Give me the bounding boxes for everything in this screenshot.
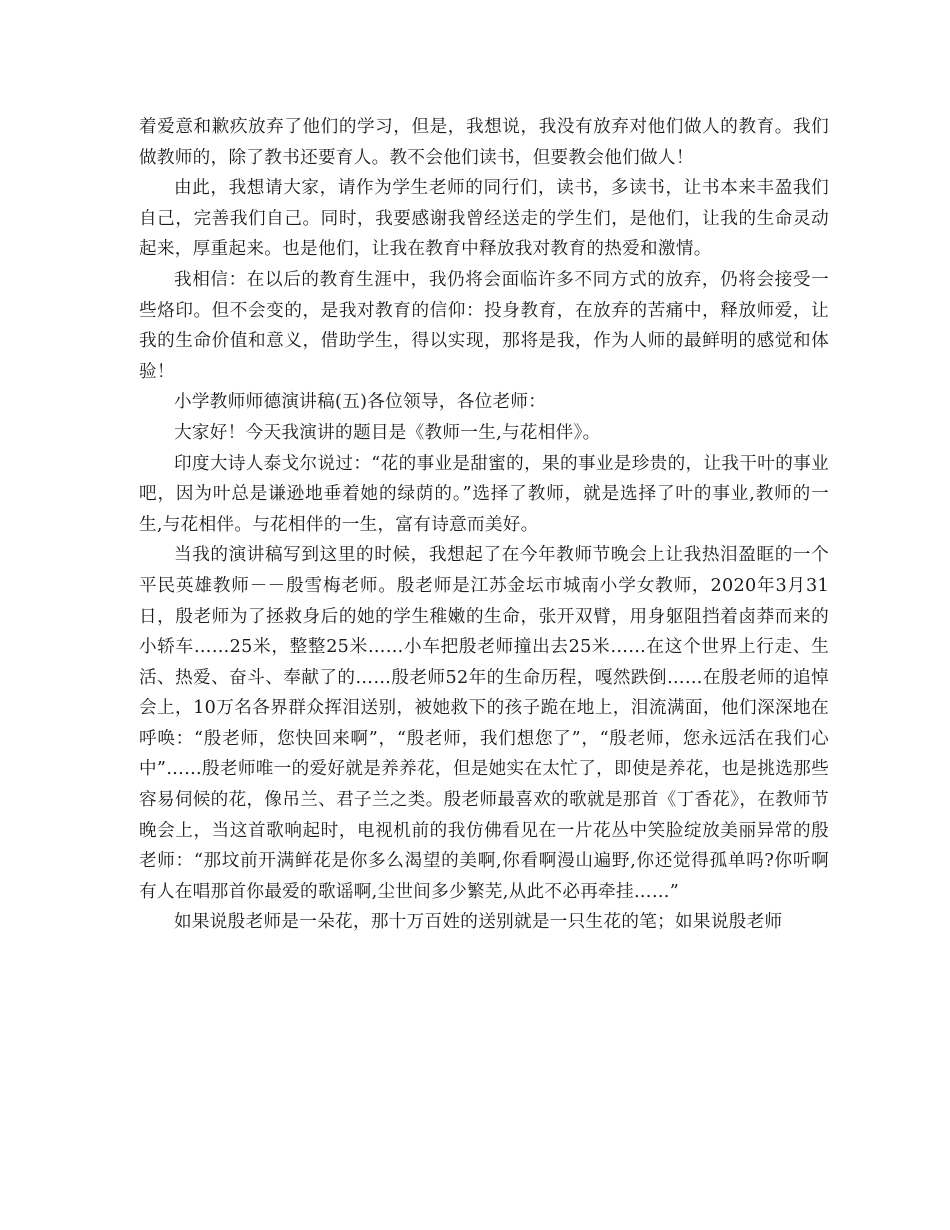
paragraph-continuation: 着爱意和歉疚放弃了他们的学习，但是，我想说，我没有放弃对他们做人的教育。我们做教师的，除了教书还要育人。教不会他们读书，但要教会他们做人！ (139, 117, 829, 168)
paragraph-belief: 我相信：在以后的教育生涯中，我仍将会面临许多不同方式的放弃，仍将会接受一些烙印。但不会变的，是我对教育的信仰：投身教育，在放弃的苦痛中，释放师爱，让我的生命价值和意义，借助学生，得以实现，那将是我，作为人师的最鲜明的感觉和体验！ (139, 269, 829, 382)
speech-heading: 小学教师师德演讲稿(五)各位领导，各位老师： (174, 392, 547, 413)
paragraph-tagore-quote: 印度大诗人泰戈尔说过：“花的事业是甜蜜的，果的事业是珍贵的，让我干叶的事业吧，因为叶总是谦逊地垂着她的绿荫的。”选择了教师，就是选择了叶的事业,教师的一生,与花相伴。与花相伴的一生，富有诗意而美好。 (139, 453, 829, 535)
paragraph-reading-appeal: 由此，我想请大家，请作为学生老师的同行们，读书，多读书，让书本来丰盈我们自己，完善我们自己。同时，我要感谢我曾经送走的学生们，是他们，让我的生命灵动起来，厚重起来。也是他们，让我在教育中释放我对教育的热爱和激情。 (139, 178, 829, 260)
paragraph-yin-xuemei-story: 当我的演讲稿写到这里的时候，我想起了在今年教师节晚会上让我热泪盈眶的一个平民英雄教师－－殷雪梅老师。殷老师是江苏金坛市城南小学女教师，2020年3月31日，殷老师为了拯救身后的她的学生稚嫩的生命，张开双臂，用身躯阻挡着卤莽而来的小轿车……25米，整整25米……小车把殷老师撞出去25米……在这个世界上行走、生活、热爱、奋斗、奉献了的……殷老师52年的生命历程，嘎然跌倒……在殷老师的追悼会上，10万名各界群众挥泪送别，被她救下的孩子跪在地上，泪流满面，他们深深地在呼唤：“殷老师，您快回来啊”，“殷老师，我们想您了”，“殷老师，您永远活在我们心中”……殷老师唯一的爱好就是养养花，但是她实在太忙了，即使是养花，也是挑选那些容易伺候的花，像吊兰、君子兰之类。殷老师最喜欢的歌就是那首《丁香花》，在教师节晚会上，当这首歌响起时，电视机前的我仿佛看见在一片花丛中笑脸绽放美丽异常的殷老师：“那坟前开满鲜花是你多么渴望的美啊,你看啊漫山遍野,你还觉得孤单吗?你听啊有人在唱那首你最爱的歌谣啊,尘世间多少繁芜,从此不必再牵挂……” (139, 545, 829, 902)
paragraph-closing-fragment: 如果说殷老师是一朵花，那十万百姓的送别就是一只生花的笔；如果说殷老师 (174, 912, 783, 933)
document-body (139, 112, 829, 938)
speech-greeting: 大家好！今天我演讲的题目是《教师一生,与花相伴》。 (174, 422, 601, 443)
